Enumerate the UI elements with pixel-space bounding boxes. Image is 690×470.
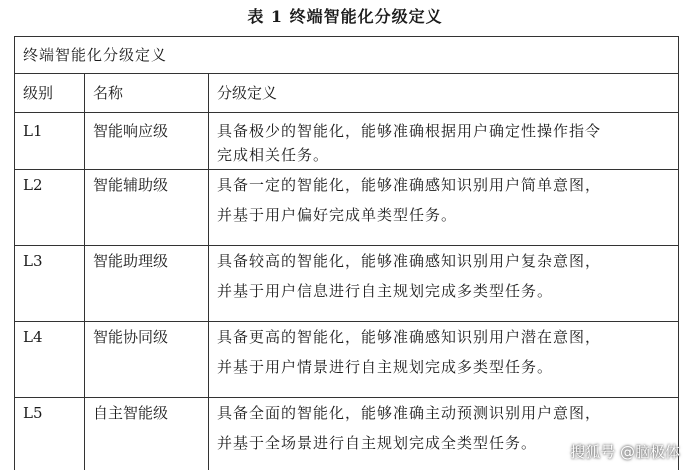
table-header-row: [15, 74, 679, 113]
definition-cell: [209, 170, 679, 246]
level-cell: L5: [15, 398, 85, 470]
definition-line: 并基于用户信息进行自主规划完成多类型任务。: [217, 282, 554, 300]
definition-line: 并基于用户偏好完成单类型任务。: [217, 206, 458, 224]
definition-cell: [209, 322, 679, 398]
grade-definition-table: [14, 36, 679, 470]
table-row: [15, 322, 679, 398]
header-level: 级别: [15, 74, 85, 113]
table-caption: 表 1 终端智能化分级定义: [247, 7, 443, 26]
definition-line: 完成相关任务。: [217, 146, 330, 164]
definition-line: 具备较高的智能化，能够准确感知识别用户复杂意图，: [217, 252, 602, 270]
header-name: 名称: [85, 74, 209, 113]
table-title-row: [15, 37, 679, 74]
definition-line: 具备极少的智能化，能够准确根据用户确定性操作指令: [217, 122, 602, 140]
level-cell: L3: [15, 246, 85, 322]
definition-line: 并基于用户情景进行自主规划完成多类型任务。: [217, 358, 554, 376]
table-title: 终端智能化分级定义: [15, 37, 679, 74]
definition-cell: [209, 246, 679, 322]
definition-line: 具备更高的智能化，能够准确感知识别用户潜在意图，: [217, 328, 602, 346]
definition-line: 具备一定的智能化，能够准确感知识别用户简单意图，: [217, 176, 602, 194]
watermark: 搜狐号 @脑极体: [570, 443, 680, 461]
level-cell: L1: [15, 113, 85, 170]
name-cell: 智能响应级: [85, 113, 209, 170]
name-cell: 智能协同级: [85, 322, 209, 398]
definition-line: 具备全面的智能化，能够准确主动预测识别用户意图，: [217, 404, 602, 422]
header-definition: 分级定义: [209, 74, 679, 113]
name-cell: 智能助理级: [85, 246, 209, 322]
level-cell: L2: [15, 170, 85, 246]
definition-cell: [209, 113, 679, 170]
level-cell: L4: [15, 322, 85, 398]
table-row: [15, 113, 679, 170]
name-cell: 智能辅助级: [85, 170, 209, 246]
definition-line: 并基于全场景进行自主规划完成全类型任务。: [217, 434, 538, 452]
table-row: [15, 170, 679, 246]
table-row: [15, 246, 679, 322]
name-cell: 自主智能级: [85, 398, 209, 470]
